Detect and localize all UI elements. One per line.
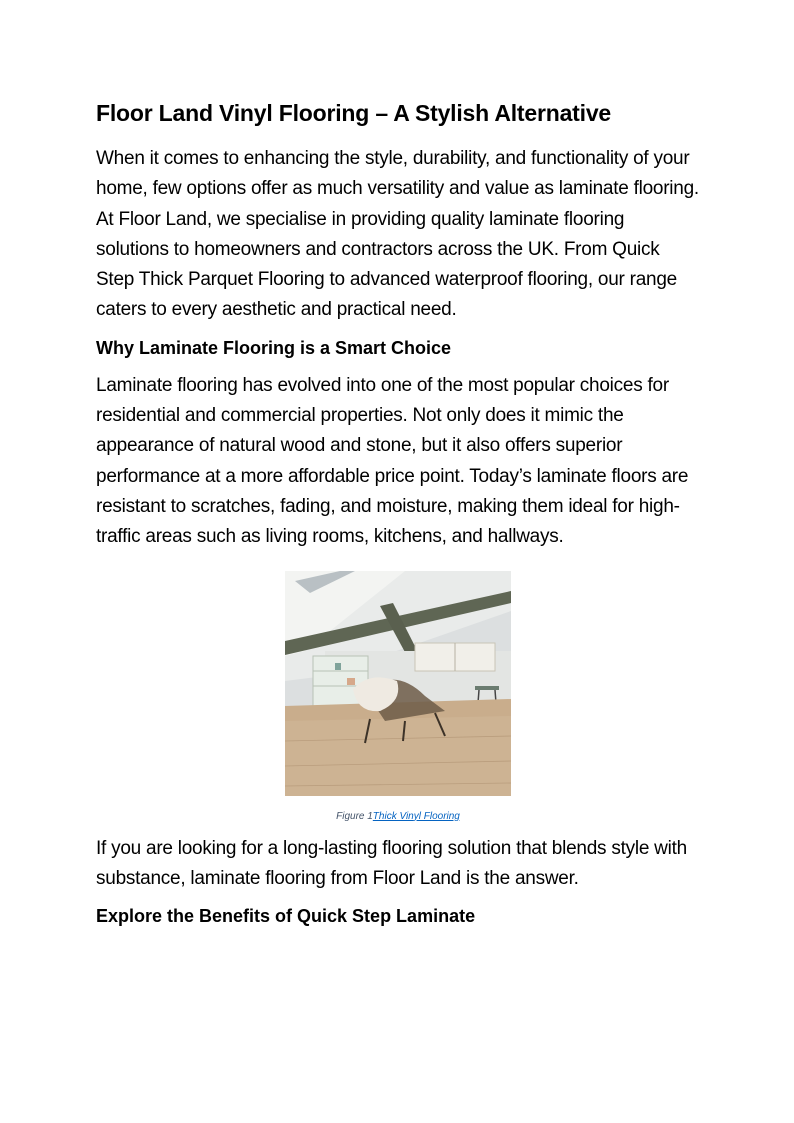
figure-caption-label: Figure 1 bbox=[336, 810, 373, 822]
page-title: Floor Land Vinyl Flooring – A Stylish Alternative bbox=[96, 100, 612, 126]
section-paragraph-why-laminate: Laminate flooring has evolved into one of the most popular choices for residential and commercial properties. Not only does it mimic the appearance of natural wood and stone, but it also offers superior performance at a more affordable price point. Today’s laminate floors are resistant to scratches, fading, and moisture, making them ideal for high-traffic areas such as living rooms, kitchens, and hallways. bbox=[96, 374, 689, 548]
figure-caption-link[interactable]: Thick Vinyl Flooring bbox=[372, 810, 460, 822]
attic-room-illustration bbox=[285, 571, 511, 796]
flooring-photo bbox=[285, 571, 511, 796]
intro-paragraph: When it comes to enhancing the style, durability, and functionality of your home, few options offer as much versatility and value as laminate flooring. At Floor Land, we specialise in providing quality laminate flooring solutions to homeowners and contractors across the UK. From Quick Step Thick Parquet Flooring to advanced waterproof flooring, our range caters to every aesthetic and practical need. bbox=[96, 148, 699, 321]
closing-paragraph: If you are looking for a long-lasting flooring solution that blends style with substance, laminate flooring from Floor Land is the answer. bbox=[96, 837, 687, 889]
document-page bbox=[96, 96, 700, 939]
figure-caption bbox=[96, 810, 700, 824]
section-heading-quick-step: Explore the Benefits of Quick Step Laminate bbox=[96, 906, 476, 927]
section-heading-why-laminate: Why Laminate Flooring is a Smart Choice bbox=[96, 337, 452, 358]
